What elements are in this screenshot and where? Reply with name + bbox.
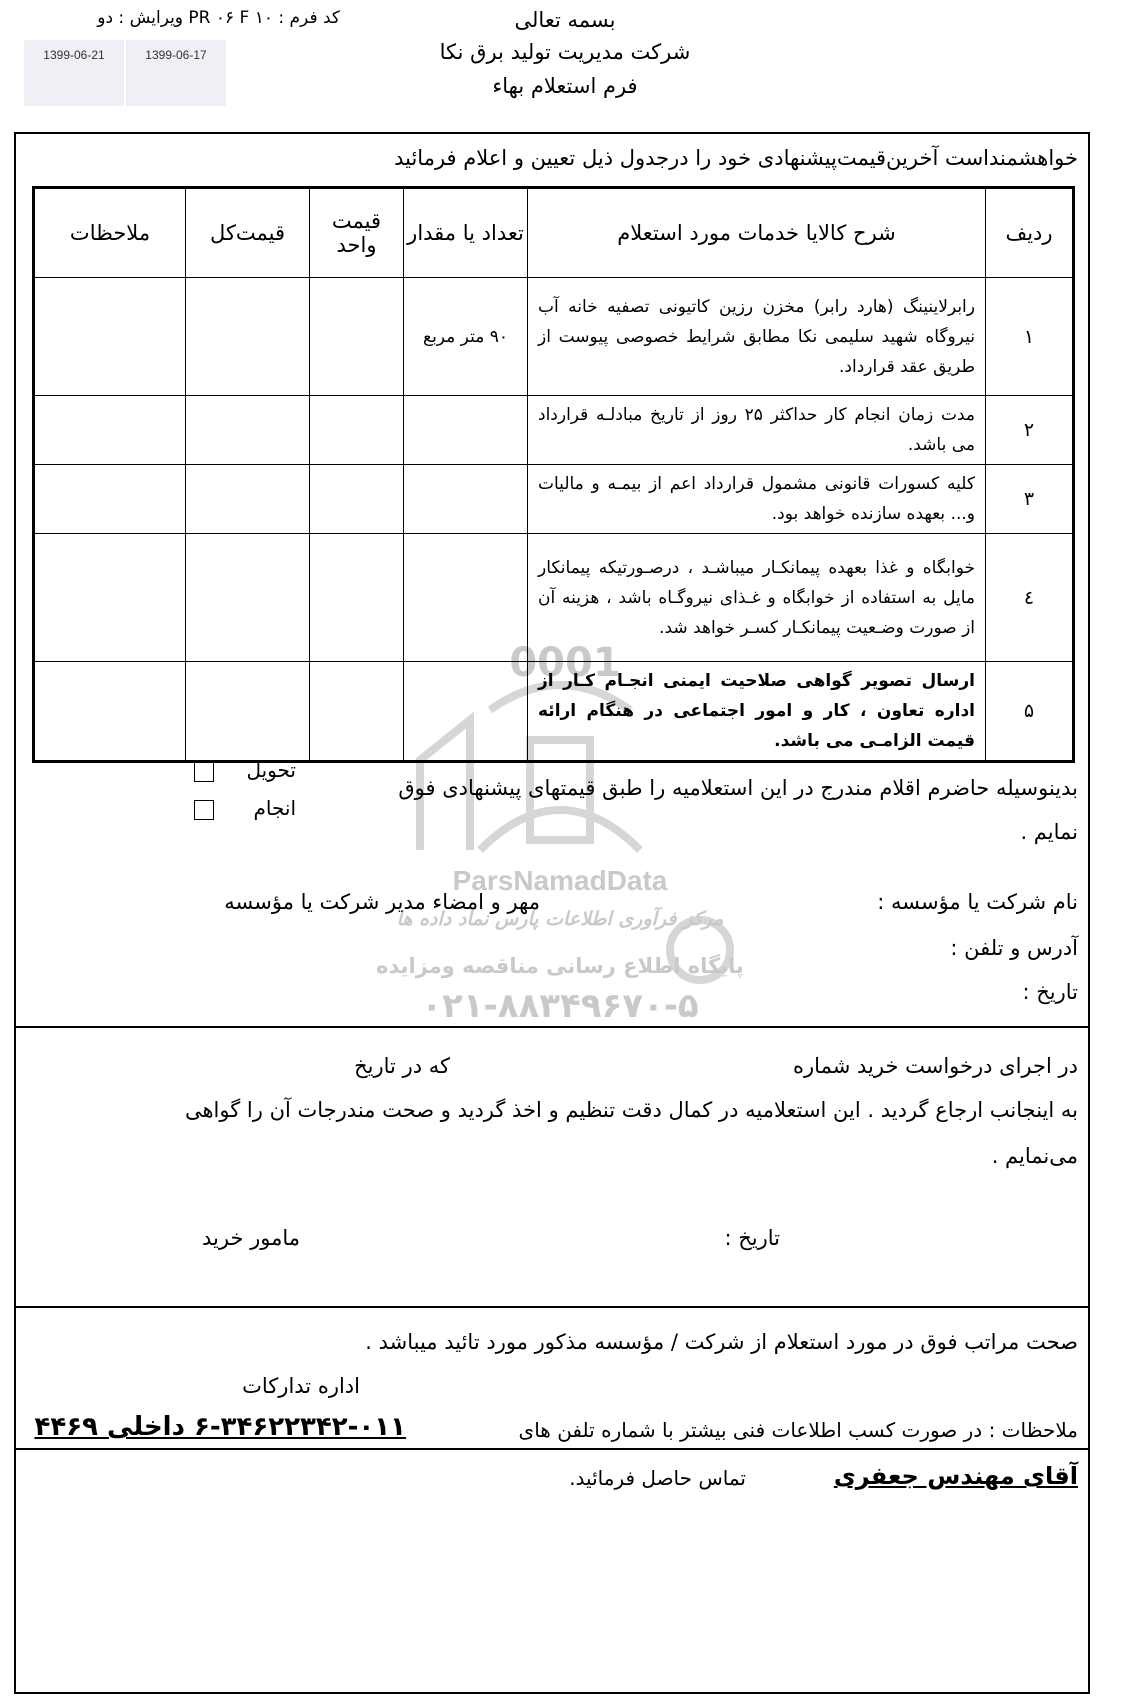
table-row	[34, 465, 1074, 534]
row-number: ۳	[986, 465, 1074, 534]
contact-phone: ۶-۳۴۶۲۲۳۴۲-۰۱۱ داخلی ۴۴۶۹	[34, 1412, 406, 1442]
divider	[14, 1026, 1090, 1028]
row-number: ٤	[986, 534, 1074, 662]
row-unit-price	[310, 534, 404, 662]
row-number: ۲	[986, 396, 1074, 465]
row-unit-price	[310, 396, 404, 465]
contact-suffix: تماس حاصل فرمائید.	[569, 1466, 746, 1490]
purchase-officer: مامور خرید	[202, 1226, 300, 1250]
watermark-phone: ۰۲۱-۸۸۳۴۹۶۷۰-۵	[421, 986, 699, 1026]
items-table	[32, 186, 1075, 763]
row-description: مدت زمان انجام کار حداکثر ۲۵ روز از تاریخ مبادلـه قرارداد می باشد.	[528, 396, 986, 465]
verification-text: صحت مراتب فوق در مورد استعلام از شرکت / مؤسسه مذکور مورد تائید میباشد .	[365, 1330, 1078, 1354]
divider	[14, 1448, 1090, 1450]
row-unit-price	[310, 465, 404, 534]
offer-text-end: نمایم .	[1020, 820, 1078, 844]
stamp-signature-label: مهر و امضاء مدیر شرکت یا مؤسسه	[224, 890, 540, 914]
row-quantity: ۹۰ متر مربع	[404, 278, 528, 396]
offer-text: بدینوسیله حاضرم اقلام مندرج در این استعلامیه را طبق قیمتهای پیشنهادی فوق	[398, 776, 1078, 800]
watermark-line2: پایگاه اطلاع رسانی مناقصه ومزایده	[376, 954, 744, 978]
table-header-row	[34, 188, 1074, 278]
delivery-checkbox[interactable]	[194, 762, 214, 782]
row-number: ۵	[986, 662, 1074, 762]
header-quantity: تعداد یا مقدار	[404, 188, 528, 278]
row-total-price	[186, 396, 310, 465]
row-notes	[34, 534, 186, 662]
row-number: ۱	[986, 278, 1074, 396]
table-row	[34, 534, 1074, 662]
row-notes	[34, 278, 186, 396]
row-unit-price	[310, 662, 404, 762]
divider	[14, 1306, 1090, 1308]
row-description: ارسال تصویر گواهی صلاحیت ایمنی انجـام کـار از اداره تعاون ، کار و امور اجتماعی در هنگام ارائه قیمت الزامـی می باشد.	[528, 662, 986, 762]
watermark-brand: ParsNamadData	[452, 865, 668, 896]
bismillah: بسمه تعالی	[514, 8, 616, 32]
row-description: کلیه کسورات قانونی مشمول قرارداد اعم از بیمـه و مالیات و... بعهده سازنده خواهد بود.	[528, 465, 986, 534]
watermark-digits: 0001	[509, 640, 621, 686]
header-unit-price: قیمت واحد	[310, 188, 404, 278]
row-total-price	[186, 465, 310, 534]
header-description: شرح کالایا خدمات مورد استعلام	[528, 188, 986, 278]
procurement-dept: اداره تدارکات	[242, 1374, 360, 1398]
row-unit-price	[310, 278, 404, 396]
date-2: 1399-06-17	[126, 40, 226, 106]
header-notes: ملاحظات	[34, 188, 186, 278]
row-notes	[34, 465, 186, 534]
perform-checkbox[interactable]	[194, 800, 214, 820]
option-perform-label: انجام	[253, 796, 296, 820]
row-description: رابرلاینینگ (هارد رابر) مخزن رزین کاتیونی تصفیه خانه آب نیروگاه شهید سلیمی نکا مطابق شرایط خصوصی پیوست از طریق عقد قرارداد.	[528, 278, 986, 396]
company-name: شرکت مدیریت تولید برق نکا	[439, 40, 691, 64]
notes-text: ملاحظات : در صورت کسب اطلاعات فنی بیشتر با شماره تلفن های	[518, 1418, 1078, 1442]
form-code: کد فرم : PR ۰۶ F ۱۰ ویرایش : دو	[97, 8, 340, 28]
date-field: تاریخ :	[1022, 980, 1078, 1004]
row-quantity	[404, 662, 528, 762]
purchase-request-label: در اجرای درخواست خرید شماره	[793, 1054, 1078, 1078]
purchase-date-label: که در تاریخ	[354, 1054, 450, 1078]
row-quantity	[404, 396, 528, 465]
row-total-price	[186, 278, 310, 396]
table-row	[34, 396, 1074, 465]
table-row	[34, 278, 1074, 396]
header-total-price: قیمت‌کل	[186, 188, 310, 278]
row-quantity	[404, 534, 528, 662]
row-total-price	[186, 534, 310, 662]
watermark-line1: مرکز فرآوری اطلاعات پارس نماد داده ها	[396, 908, 724, 930]
table-row	[34, 662, 1074, 762]
row-total-price	[186, 662, 310, 762]
form-title: فرم استعلام بهاء	[492, 74, 638, 98]
row-notes	[34, 396, 186, 465]
intro-text: خواهشمنداست آخرین‌قیمت‌پیشنهادی خود را درجدول ذیل تعیین و اعلام فرمائید	[394, 146, 1078, 170]
row-description: خوابگاه و غذا بعهده پیمانکـار میباشـد ، درصـورتیکه پیمانکار مایل به استفاده از خوابگاه و غـذای نیروگـاه باشد ، هزینه آن از صورت وضـعیت پیمانکـار کسـر خواهد شد.	[528, 534, 986, 662]
contact-name: آقای مهندس جعفری	[833, 1462, 1078, 1490]
address-phone-field: آدرس و تلفن :	[950, 936, 1078, 960]
date-1: 1399-06-21	[24, 40, 124, 106]
company-name-field: نام شرکت یا مؤسسه :	[877, 890, 1078, 914]
purchase-date: تاریخ :	[724, 1226, 780, 1250]
option-delivery-label: تحویل	[246, 758, 296, 782]
purchase-statement-end: می‌نمایم .	[991, 1144, 1078, 1168]
purchase-statement: به اینجانب ارجاع گردید . این استعلامیه در کمال دقت تنظیم و اخذ گردید و صحت مندرجات آن را گواهی	[184, 1098, 1078, 1122]
row-quantity	[404, 465, 528, 534]
row-notes	[34, 662, 186, 762]
header-row-number: ردیف	[986, 188, 1074, 278]
